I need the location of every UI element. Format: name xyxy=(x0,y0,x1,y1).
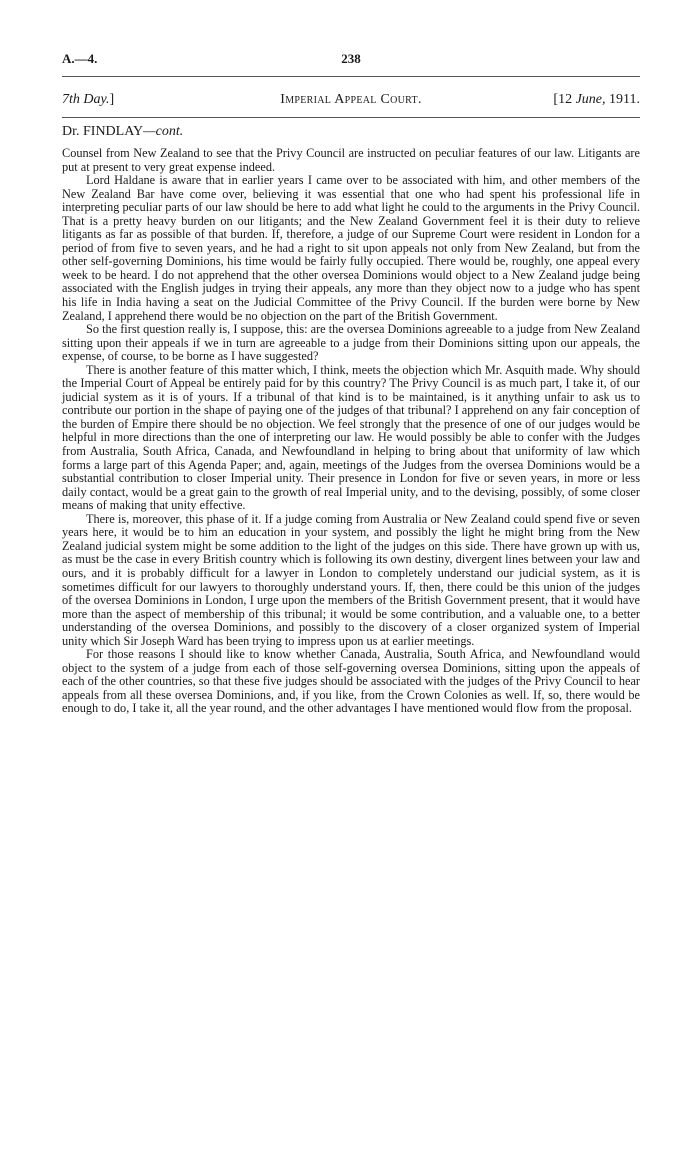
paragraph: There is another feature of this matter which, I think, meets the objection which Mr. Asquith made. Why should the Imperial Court of Appeal be entirely paid for by this country? The Privy Council is as much part, I take it, of our judicial system as it is of yours. If a tribunal of that kind is to be maintained, is it anything unfair to ask us to contribute our portion in the shape of paying one of the judges of that tribunal? I apprehend on any fair conception of the burden of Empire there should be no objection. We feel strongly that the presence of one of our judges would be helpful in more directions than the one of interpreting our law. He would possibly be able to confer with the Judges from Australia, South Africa, Canada, and Newfoundland in helping to bring about that uniformity of law which forms a large part of this Agenda Paper; and, again, meetings of the Judges from the oversea Dominions would be a substantial contribution to closer Imperial unity. Their presence in London for five or seven years, in more or less daily contact, would be a great gain to the growth of real Imperial unity, and to the devising, possibly, of some closer means of making that unity effective. xyxy=(62,362,640,513)
paragraph: Counsel from New Zealand to see that the Privy Council are instructed on peculiar features of our law. Litigants are put at present to very great expense indeed. xyxy=(62,146,640,174)
paragraph: Lord Haldane is aware that in earlier years I came over to be associated with him, and other members of the New Zealand Bar have come over, believing it was essential that one who had spent his professional life in interpreting peculiar parts of our law should be here to add what light he could to the arguments in the Privy Council. That is a pretty heavy burden on our litigants; and the New Zealand Government feel it is their duty to relieve litigants as far as possible of that burden. If, therefore, a judge of our Supreme Court were resident in London for a period of from five to seven years, and he had a right to sit upon appeals not only from New Zealand, but from the other self-governing Dominions, his time would be fairly fully occupied. There would be, roughly, one appeal every week to be heard. I do not apprehend that the other oversea Dominions would object to a New Zealand judge being associated with the English judges in trying their appeals, any more than they object now to a judge who has spent his life in India having a seat on the Judicial Committee of the Privy Council. If the burden were borne by New Zealand, I apprehend there would be no objection on the part of the British Government. xyxy=(62,173,640,323)
running-head xyxy=(62,92,640,112)
speaker-continued: —cont. xyxy=(143,124,184,139)
speaker-heading xyxy=(62,124,183,140)
date-open: [12 xyxy=(553,92,576,107)
sitting-date xyxy=(553,92,640,108)
running-title: Imperial Appeal Court. xyxy=(280,92,422,107)
date-year: 1911. xyxy=(605,92,640,107)
sitting-day-text: 7th Day. xyxy=(62,92,110,107)
paragraph: So the first question really is, I suppose, this: are the oversea Dominions agreeable to a judge from New Zealand sitting upon their appeals if we in turn are agreeable to a judge from their Dominions sitting upon our appeals, the expense, of course, to be borne as I have suggested? xyxy=(62,322,640,364)
speaker-name: Dr. FINDLAY xyxy=(62,124,144,139)
speech-body xyxy=(62,147,640,716)
running-head-rule xyxy=(62,117,640,118)
paragraph: There is, moreover, this phase of it. If a judge coming from Australia or New Zealand could spend five or seven years here, it would be to him an education in your system, and possibly the light he might bring from the New Zealand judicial system might be some addition to the light of the judges on this side. There have grown up with us, as must be the case in every British country which is following its own destiny, divergent lines between your law and ours, and it is probably difficult for a lawyer in London to completely understand our judicial system, as it is sometimes difficult for our lawyers to thoroughly understand yours. If, then, there could be this union of the judges of the oversea Dominions in London, I urge upon the members of the British Government present, that it would have more than the aspect of membership of this tribunal; it would be some contribution, and a valuable one, to a better understanding of the oversea Dominions, and possibly to the discovery of a closer organized system of Imperial unity which Sir Joseph Ward has been trying to impress upon us at earlier meetings. xyxy=(62,511,640,648)
paragraph: For those reasons I should like to know whether Canada, Australia, South Africa, and Newfoundland would object to the system of a judge from each of those self-governing oversea Dominions, sitting upon the appeals of each of the other countries, so that these five judges should be associated with the judges of the Privy Council to hear appeals from all these oversea Dominions, and, if you like, from the Crown Colonies as well. If, so, there would be enough to do, I take it, all the year round, and the other advantages I have mentioned would flow from the proposal. xyxy=(62,647,640,716)
page-number: 238 xyxy=(341,51,361,66)
date-month: June, xyxy=(575,92,606,107)
header-rule xyxy=(62,76,640,77)
paper-reference: A.—4. xyxy=(62,51,98,66)
page-header xyxy=(62,51,640,69)
sitting-day-bracket: ] xyxy=(109,92,115,107)
